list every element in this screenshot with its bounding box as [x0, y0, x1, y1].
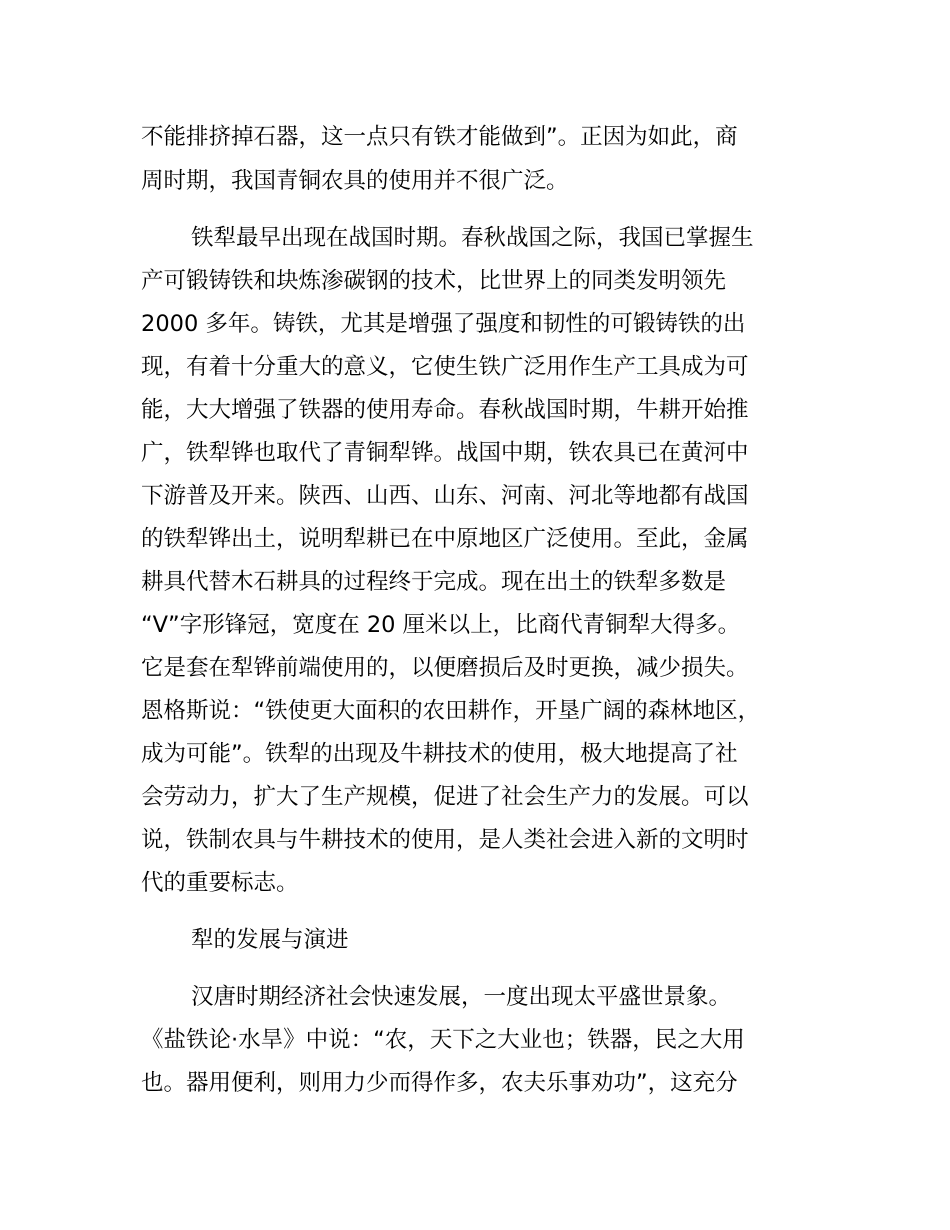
- text-line: 不能排挤掉石器，这一点只有铁才能做到”。正因为如此，商: [141, 124, 738, 150]
- text-line: 也。器用便利，则用力少而得作多，农夫乐事劝功”，这充分: [141, 1070, 738, 1096]
- text-line: 会劳动力，扩大了生产规模，促进了社会生产力的发展。可以: [141, 784, 749, 810]
- text-line: 现，有着十分重大的意义，它使生铁广泛用作生产工具成为可: [141, 354, 749, 380]
- heading-text: 犁的发展与演进: [191, 927, 349, 953]
- text-line: 说，铁制农具与牛耕技术的使用，是人类社会进入新的文明时: [141, 827, 749, 853]
- text-line: 铁犁最早出现在战国时期。春秋战国之际，我国已掌握生: [191, 225, 754, 251]
- text-line: 恩格斯说：“铁使更大面积的农田耕作，开垦广阔的森林地区，: [141, 698, 761, 724]
- text-line: 产可锻铸铁和块炼渗碳钢的技术，比世界上的同类发明领先: [141, 268, 727, 294]
- text-line: “V”字形锋冠，宽度在 20 厘米以上，比商代青铜犁大得多。: [141, 612, 741, 638]
- text-line: 的铁犁铧出土，说明犁耕已在中原地区广泛使用。至此，金属: [141, 526, 749, 552]
- text-line: 汉唐时期经济社会快速发展，一度出现太平盛世景象。: [191, 984, 732, 1010]
- text-line: 《盐铁论·水旱》中说：“农，天下之大业也；铁器，民之大用: [141, 1027, 745, 1053]
- text-line: 能，大大增强了铁器的使用寿命。春秋战国时期，牛耕开始推: [141, 397, 749, 423]
- text-line: 耕具代替木石耕具的过程终于完成。现在出土的铁犁多数是: [141, 569, 727, 595]
- text-line: 成为可能”。铁犁的出现及牛耕技术的使用，极大地提高了社: [141, 741, 738, 767]
- text-line: 周时期，我国青铜农具的使用并不很广泛。: [141, 168, 569, 194]
- text-line: 2000 多年。铸铁，尤其是增强了强度和韧性的可锻铸铁的出: [141, 311, 746, 337]
- text-line: 代的重要标志。: [141, 870, 299, 896]
- text-line: 广，铁犁铧也取代了青铜犁铧。战国中期，铁农具已在黄河中: [141, 440, 749, 466]
- text-line: 下游普及开来。陕西、山西、山东、河南、河北等地都有战国: [141, 483, 749, 509]
- text-line: 它是套在犁铧前端使用的，以便磨损后及时更换，减少损失。: [141, 655, 749, 681]
